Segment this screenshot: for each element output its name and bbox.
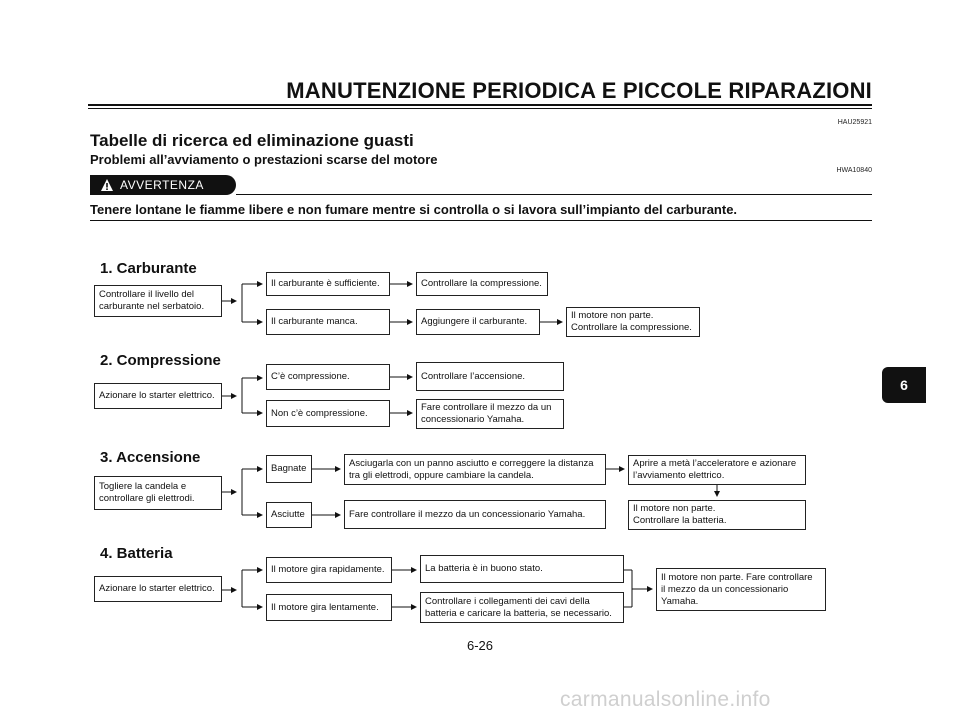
box-batteria-slow-next: Controllare i collegamenti dei cavi della batteria e caricare la batteria, se necessario. (420, 592, 624, 623)
box-batteria-slow: Il motore gira lentamente. (266, 594, 392, 621)
page-number: 6-26 (466, 638, 494, 653)
box-compressione-yes-next: Controllare l’accensione. (416, 362, 564, 391)
box-carburante-yes: Il carburante è sufficiente. (266, 272, 390, 296)
warning-text: Tenere lontane le fiamme libere e non fumare mentre si controlla o si lavora sull’impianto del carburante. (90, 202, 738, 217)
section-subtitle: Problemi all’avviamento o prestazioni scarse del motore (90, 152, 438, 167)
box-carburante-yes-next: Controllare la compressione. (416, 272, 548, 296)
chapter-tab[interactable]: 6 (882, 367, 926, 403)
box-batteria-fast-next: La batteria è in buono stato. (420, 555, 624, 583)
box-compressione-start: Azionare lo starter elettrico. (94, 383, 222, 409)
section-title: Tabelle di ricerca ed eliminazione guasti (90, 131, 414, 150)
section-code: HAU25921 (837, 119, 872, 126)
box-carburante-start: Controllare il livello del carburante nel serbatoio. (94, 285, 222, 317)
box-accensione-dry-result: Il motore non parte. Controllare la batteria. (628, 500, 806, 530)
heading-compressione: 2. Compressione (100, 352, 221, 369)
watermark-text: carmanualsonline.info (560, 688, 771, 711)
box-accensione-wet-result: Aprire a metà l’acceleratore e azionare l’avviamento elettrico. (628, 455, 806, 485)
box-compressione-no-next: Fare controllare il mezzo da un concessionario Yamaha. (416, 399, 564, 429)
box-accensione-start: Togliere la candela e controllare gli elettrodi. (94, 476, 222, 510)
warning-label: AVVERTENZA (120, 178, 204, 192)
box-accensione-dry: Asciutte (266, 502, 312, 528)
box-compressione-yes: C’è compressione. (266, 364, 390, 390)
box-carburante-no: Il carburante manca. (266, 309, 390, 335)
heading-accensione: 3. Accensione (100, 449, 201, 466)
box-carburante-no-next: Aggiungere il carburante. (416, 309, 540, 335)
heading-batteria: 4. Batteria (100, 545, 173, 562)
heading-carburante: 1. Carburante (100, 260, 197, 277)
chapter-header-title: MANUTENZIONE PERIODICA E PICCOLE RIPARAZIONI (286, 78, 872, 103)
warning-code: HWA10840 (836, 167, 872, 174)
box-batteria-result: Il motore non parte. Fare controllare il mezzo da un concessionario Yamaha. (656, 568, 826, 611)
box-compressione-no: Non c’è compressione. (266, 400, 390, 427)
box-batteria-fast: Il motore gira rapidamente. (266, 557, 392, 583)
box-accensione-wet-next: Asciugarla con un panno asciutto e correggere la distanza tra gli elettrodi, oppure cambiare la candela. (344, 454, 606, 485)
box-carburante-result: Il motore non parte. Controllare la compressione. (566, 307, 700, 337)
box-batteria-start: Azionare lo starter elettrico. (94, 576, 222, 602)
box-accensione-wet: Bagnate (266, 455, 312, 483)
box-accensione-dry-next: Fare controllare il mezzo da un concessionario Yamaha. (344, 500, 606, 529)
